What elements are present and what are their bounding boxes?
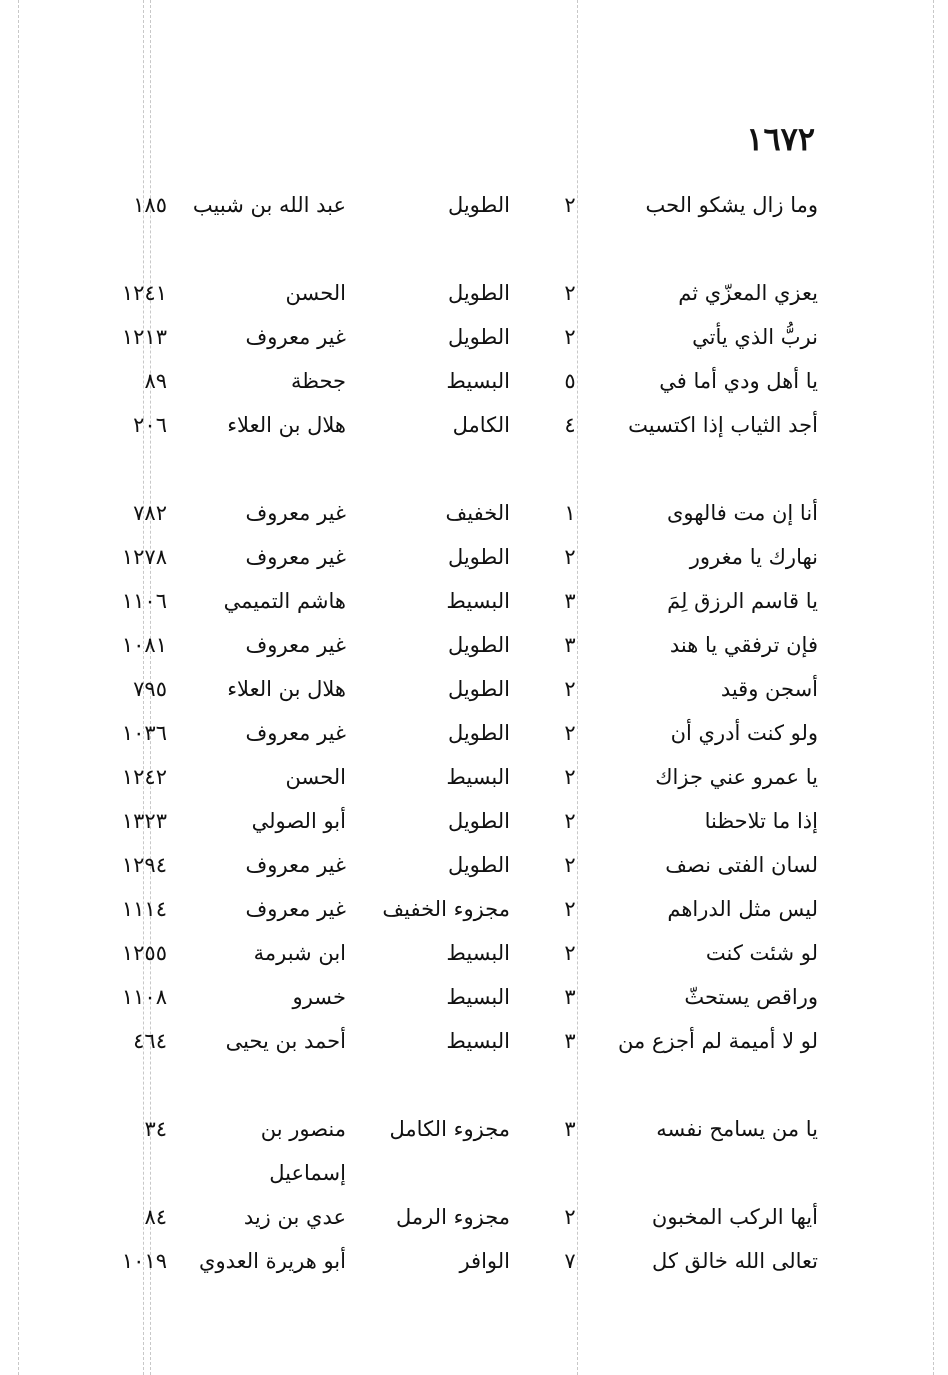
poet-name: هاشم التميمي <box>223 589 346 613</box>
poetic-meter: الكامل <box>452 413 510 437</box>
verse-opening: أجد الثياب إذا اكتسيت <box>628 413 818 437</box>
table-row <box>0 659 948 703</box>
poet-name: جحظة <box>290 369 346 393</box>
verse-opening: لو لا أميمة لم أجزع من <box>618 1029 818 1053</box>
verse-opening: فإن ترفقي يا هند <box>669 633 818 657</box>
verse-count: ٣ <box>564 1117 576 1141</box>
table-row <box>0 879 948 923</box>
table-row <box>0 175 948 263</box>
poetic-meter: البسيط <box>446 589 510 613</box>
page-reference: ١٢١٣ <box>121 325 167 349</box>
verse-count: ٢ <box>564 1205 576 1229</box>
verse-count: ٣ <box>564 589 576 613</box>
poet-name: الحسن <box>285 281 346 305</box>
table-row <box>0 1187 948 1231</box>
table-row <box>0 395 948 483</box>
poetic-meter: البسيط <box>446 985 510 1009</box>
poet-name: الحسن <box>285 765 346 789</box>
poet-name: أبو الصولي <box>251 809 346 833</box>
page-reference: ١٣٢٣ <box>121 809 167 833</box>
verse-count: ٥ <box>564 369 576 393</box>
page-reference: ٤٦٤ <box>133 1029 167 1053</box>
poetic-meter: الطويل <box>447 853 510 877</box>
verse-count: ٣ <box>564 1029 576 1053</box>
verse-opening: إذا ما تلاحظنا <box>704 809 818 833</box>
poet-name: غير معروف <box>245 325 346 349</box>
verse-opening: أسجن وقيد <box>720 677 818 701</box>
table-row <box>0 1099 948 1187</box>
page-reference: ١٢٥٥ <box>121 941 167 965</box>
poetic-meter: البسيط <box>446 765 510 789</box>
verse-opening: ليس مثل الدراهم <box>667 897 818 921</box>
poetic-meter: الطويل <box>447 809 510 833</box>
verse-count: ٢ <box>564 721 576 745</box>
poet-name: غير معروف <box>245 721 346 745</box>
poetic-meter: الطويل <box>447 325 510 349</box>
verse-count: ٢ <box>564 765 576 789</box>
poetic-meter: الوافر <box>459 1249 510 1273</box>
poet-name: أحمد بن يحيى <box>225 1029 346 1053</box>
table-row <box>0 615 948 659</box>
verse-opening: وراقص يستحثّ <box>684 985 818 1009</box>
poetic-meter: البسيط <box>446 941 510 965</box>
poetic-meter: الطويل <box>447 281 510 305</box>
poet-name: غير معروف <box>245 633 346 657</box>
page-reference: ١١١٤ <box>121 897 167 921</box>
verse-opening: أنا إن مت فالهوى <box>666 501 818 525</box>
poetic-meter: مجزوء الكامل <box>389 1117 510 1141</box>
table-row <box>0 835 948 879</box>
page-reference: ١٢٧٨ <box>121 545 167 569</box>
verse-count: ١ <box>564 501 576 525</box>
page-reference: ٨٤ <box>144 1205 167 1229</box>
verse-count: ٢ <box>564 325 576 349</box>
poet-name: هلال بن العلاء <box>227 413 346 437</box>
poetic-meter: مجزوء الرمل <box>395 1205 510 1229</box>
table-row <box>0 527 948 571</box>
poet-name: غير معروف <box>245 897 346 921</box>
page-reference: ١٢٤٢ <box>121 765 167 789</box>
page-reference: ١١٠٦ <box>121 589 167 613</box>
page-reference: ١٨٥ <box>133 193 167 217</box>
verse-count: ٧ <box>564 1249 576 1273</box>
table-row <box>0 263 948 307</box>
poet-name: خسرو <box>292 985 346 1009</box>
verse-opening: نربُّ الذي يأتي <box>692 325 818 349</box>
page-reference: ٣٤ <box>144 1117 167 1141</box>
page-reference: ٢٠٦ <box>133 413 167 437</box>
verse-opening: يا عمرو عني جزاك <box>655 765 818 789</box>
table-row <box>0 483 948 527</box>
table-row <box>0 307 948 351</box>
poet-name: غير معروف <box>245 545 346 569</box>
table-row <box>0 1231 948 1319</box>
verse-opening: تعالى الله خالق كل <box>652 1249 818 1273</box>
poet-name: عبد الله بن شبيب <box>192 193 346 217</box>
verse-opening: يعزي المعزّي ثم <box>678 281 818 305</box>
table-row <box>0 703 948 747</box>
verse-opening: نهارك يا مغرور <box>689 545 818 569</box>
poet-name: أبو هريرة العدوي <box>199 1249 346 1273</box>
poetic-meter: الطويل <box>447 193 510 217</box>
verse-count: ٤ <box>564 413 576 437</box>
verse-opening: يا أهل ودي أما في <box>659 369 818 393</box>
page-number: ١٦٧٢ <box>746 120 815 158</box>
page-reference: ١١٠٨ <box>121 985 167 1009</box>
page-reference: ١٢٩٤ <box>121 853 167 877</box>
poet-name: هلال بن العلاء <box>227 677 346 701</box>
table-row <box>0 747 948 791</box>
verse-opening: لسان الفتى نصف <box>665 853 818 877</box>
verse-count: ٣ <box>564 633 576 657</box>
poetic-meter: الخفيف <box>445 501 510 525</box>
verse-opening: يا من يسامح نفسه <box>656 1117 818 1141</box>
verse-count: ٢ <box>564 677 576 701</box>
poet-name: غير معروف <box>245 501 346 525</box>
poet-name: ابن شبرمة <box>253 941 346 965</box>
poetic-meter: البسيط <box>446 1029 510 1053</box>
page-reference: ١٠١٩ <box>121 1249 167 1273</box>
page-reference: ١٠٣٦ <box>121 721 167 745</box>
poet-name: غير معروف <box>245 853 346 877</box>
page-reference: ١٢٤١ <box>121 281 167 305</box>
verse-count: ٢ <box>564 853 576 877</box>
verse-opening: يا قاسم الرزق لِمَ <box>667 589 818 613</box>
table-row <box>0 967 948 1011</box>
poet-name: عدي بن زيد <box>243 1205 346 1229</box>
poetic-meter: الطويل <box>447 677 510 701</box>
poetic-meter: الطويل <box>447 633 510 657</box>
table-row <box>0 791 948 835</box>
verse-count: ٣ <box>564 985 576 1009</box>
verse-count: ٢ <box>564 545 576 569</box>
poetic-meter: الطويل <box>447 545 510 569</box>
poetic-meter: البسيط <box>446 369 510 393</box>
page-reference: ١٠٨١ <box>121 633 167 657</box>
verse-opening: وما زال يشكو الحب <box>645 193 818 217</box>
page-reference: ٧٩٥ <box>133 677 167 701</box>
verse-count: ٢ <box>564 809 576 833</box>
verse-count: ٢ <box>564 281 576 305</box>
table-row <box>0 351 948 395</box>
verse-opening: لو شئت كنت <box>705 941 818 965</box>
poetic-meter: مجزوء الخفيف <box>382 897 510 921</box>
table-row <box>0 923 948 967</box>
verse-count: ٢ <box>564 897 576 921</box>
table-row <box>0 1011 948 1099</box>
verse-index-table <box>0 175 948 1319</box>
verse-opening: أيها الركب المخبون <box>651 1205 818 1229</box>
page-reference: ٨٩ <box>144 369 167 393</box>
poetic-meter: الطويل <box>447 721 510 745</box>
table-row <box>0 571 948 615</box>
verse-opening: ولو كنت أدري أن <box>670 721 818 745</box>
poet-name: منصور بن إسماعيل <box>260 1117 346 1185</box>
page-reference: ٧٨٢ <box>133 501 167 525</box>
verse-count: ٢ <box>564 941 576 965</box>
verse-count: ٢ <box>564 193 576 217</box>
